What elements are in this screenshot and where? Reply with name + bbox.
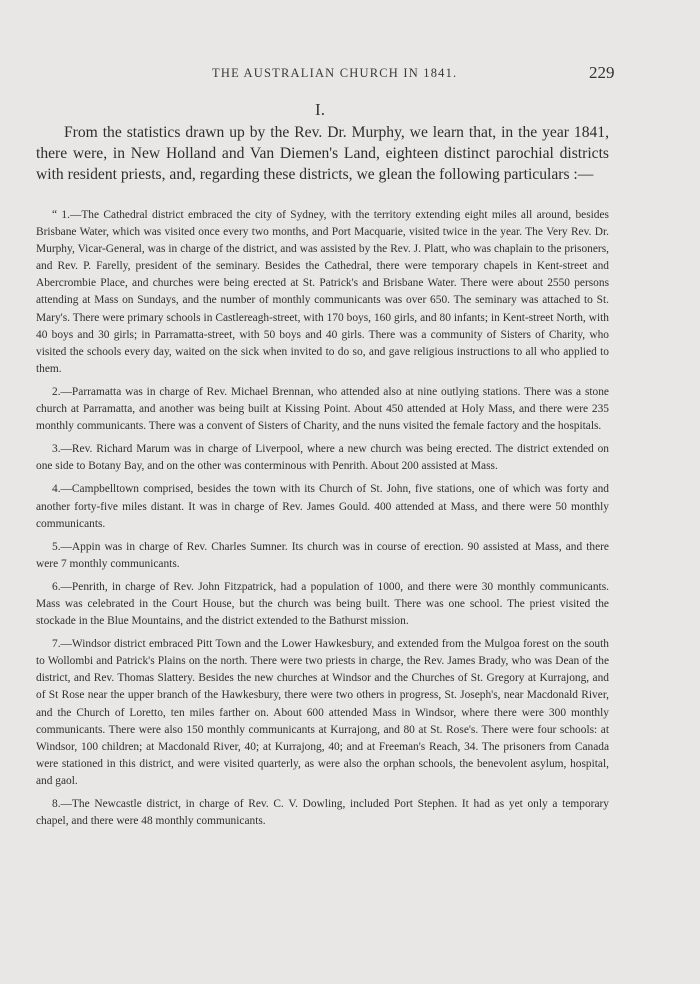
section-number: I. [315, 100, 325, 119]
running-head: THE AUSTRALIAN CHURCH IN 1841. [212, 66, 458, 80]
district-list [36, 207, 609, 836]
paragraph-district-8: 8.—The Newcastle district, in charge of Rev. C. V. Dowling, included Port Stephen. It had as yet only a temporary chapel, and there were 48 monthly communicants. [36, 798, 609, 828]
paragraph-district-5: 5.—Appin was in charge of Rev. Charles Sumner. Its church was in course of erection. 90 assisted at Mass, and there were 7 monthly communicants. [36, 540, 609, 570]
intro-paragraph: From the statistics drawn up by the Rev. Dr. Murphy, we learn that, in the year 1841, there were, in New Holland and Van Diemen's Land, eighteen distinct parochial districts with resident priests, and, regarding these districts, we glean the following particulars :— [36, 124, 609, 183]
paragraph-district-7: 7.—Windsor district embraced Pitt Town and the Lower Hawkesbury, and extended from the Mulgoa forest on the south to Wollombi and Patrick's Plains on the north. There were two priests in charge, the Rev. James Brady, who was Dean of the district, and Rev. Thomas Slattery. Besides the new churches at Windsor and the Churches of St. Gregory at Kurrajong, and of St Rose near the upper branch of the Hawkesbury, there were two others in progress, St. Joseph's, near Macdonald River, and the Church of Loretto, ten miles farther on. About 600 attended Mass in Windsor, where there were 300 monthly communicants. There were also 150 monthly communicants at Kurrajong, and 80 at St. Rose's. There were four schools: at Windsor, 100 children; at Macdonald River, 40; at Kurrajong, 40; and at Freeman's Reach, 34. The prisoners from Canada were stationed in this district, and were visited quarterly, as were also the orphan schools, the benevolent asylum, hospital, and gaol. [36, 638, 609, 787]
paragraph-district-2: 2.—Parramatta was in charge of Rev. Michael Brennan, who attended also at nine outlying stations. There was a stone church at Parramatta, and another was being built at Kissing Point. About 450 attended at Holy Mass, and there were 235 monthly communicants. There was a convent of Sisters of Charity, and the nuns visited the female factory and the hospitals. [36, 385, 609, 433]
paragraph-district-4: 4.—Campbelltown comprised, besides the town with its Church of St. John, five stations, one of which was forty and another forty-five miles distant. It was in charge of Rev. James Gould. 400 attended at Mass, and there were 50 monthly communicants. [36, 483, 609, 530]
paragraph-district-1: “ 1.—The Cathedral district embraced the city of Sydney, with the territory extending eight miles all around, besides Brisbane Water, which was visited once every two months, and Port Macquarie, visited twice in the year. The Very Rev. Dr. Murphy, Vicar-General, was in charge of the district, and was assisted by the Rev. J. Platt, who was chaplain to the prisoners, and Rev. P. Farelly, president of the seminary. Besides the Cathedral, there were temporary chapels in Kent-street and Abercrombie Place, and churches were being erected at St. Patrick's and Brisbane Water. There were about 2550 persons attending at Mass on Sundays, and the number of monthly communicants was over 650. The seminary was attached to St. Mary's. There were primary schools in Castlereagh-street, with 170 boys, 160 girls, and 80 infants; in Kent-street North, with 40 boys and 30 girls; in Parramatta-street, with 50 boys and 40 girls. There was a community of Sisters of Charity, who visited the schools every day, waited on the sick when invited to do so, and gave religious instructions to all who applied to them. [36, 209, 609, 375]
paragraph-district-3: 3.—Rev. Richard Marum was in charge of Liverpool, where a new church was being erected. The district extended on one side to Botany Bay, and on the other was conterminous with Penrith. About 200 assisted at Mass. [36, 443, 609, 473]
paragraph-district-6: 6.—Penrith, in charge of Rev. John Fitzpatrick, had a population of 1000, and there were 30 monthly communicants. Mass was celebrated in the Court House, but the church was being built. There was one school. The priest visited the stockade in the Blue Mountains, and the district extended to the Bathurst mission. [36, 580, 609, 628]
page-header [0, 63, 700, 86]
page-number: 229 [589, 63, 615, 82]
